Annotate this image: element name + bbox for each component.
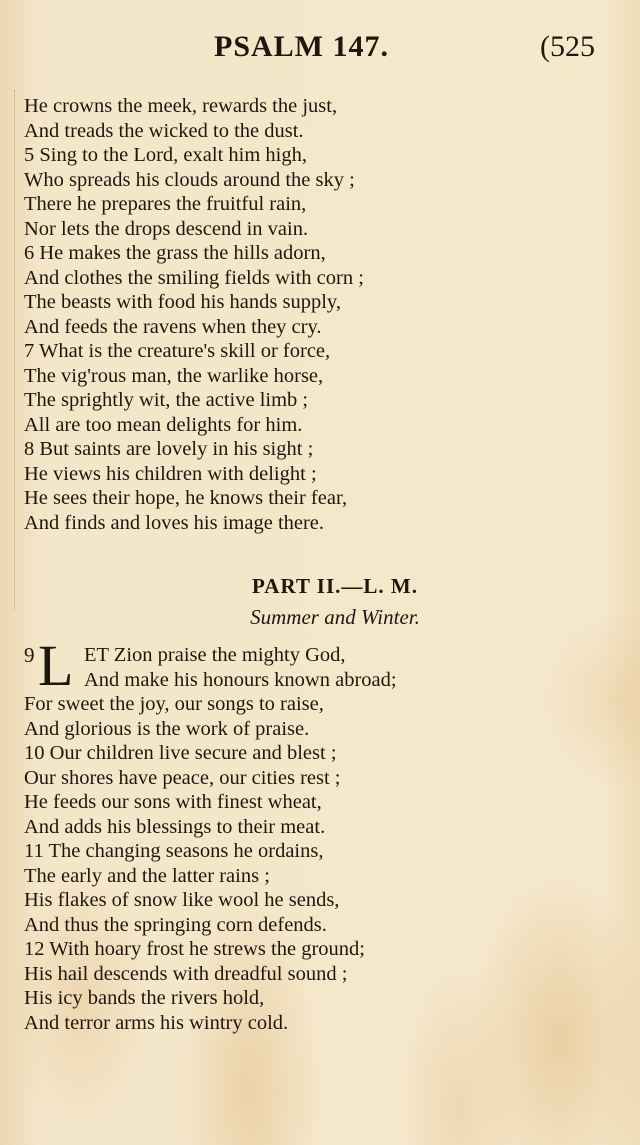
verse-line: 10 Our children live secure and blest ; <box>24 742 337 764</box>
page-number: (525 <box>540 30 595 63</box>
verse-line: He sees their hope, he knows their fear, <box>24 487 348 509</box>
verse-line: And terror arms his wintry cold. <box>24 1011 289 1034</box>
page-header <box>0 28 640 72</box>
verse-line: His flakes of snow like wool he sends, <box>24 889 340 911</box>
verse-line: And treads the wicked to the dust. <box>24 119 304 142</box>
verse-line: And adds his blessings to their meat. <box>24 815 326 838</box>
verse-line: And glorious is the work of praise. <box>24 717 310 740</box>
dropcap-stanza-opening <box>24 633 397 698</box>
verse-line: And clothes the smiling fields with corn ; <box>24 266 364 289</box>
verse-line: He views his children with delight ; <box>24 462 317 485</box>
verse-line: 8 But saints are lovely in his sight ; <box>24 438 314 460</box>
verse-line: 6 He makes the grass the hills adorn, <box>24 242 326 264</box>
binding-gutter <box>14 90 16 610</box>
verse-number: 9 <box>24 643 35 667</box>
hymn-part-2-text <box>24 633 397 1035</box>
verse-line: And make his honours known abroad; <box>84 668 397 691</box>
verse-line: 7 What is the creature's skill or force, <box>24 340 331 362</box>
verse-line: His hail descends with dreadful sound ; <box>24 962 348 985</box>
verse-line: And thus the springing corn defends. <box>24 913 327 936</box>
verse-line: And finds and loves his image there. <box>24 511 325 534</box>
drop-cap-letter: L <box>38 633 74 698</box>
part-subtitle: Summer and Winter. <box>250 605 420 629</box>
verse-line: The sprightly wit, the active limb ; <box>24 389 309 411</box>
verse-line: He crowns the meek, rewards the just, <box>24 95 338 117</box>
verse-line: The vig'rous man, the warlike horse, <box>24 364 324 387</box>
running-title: PSALM 147. <box>214 30 389 63</box>
verse-line: 11 The changing seasons he ordains, <box>24 840 324 862</box>
hymn-part-1-text <box>24 94 364 535</box>
verse-line: His icy bands the rivers hold, <box>24 987 265 1009</box>
verse-line: 5 Sing to the Lord, exalt him high, <box>24 144 307 166</box>
verse-line: 12 With hoary frost he strews the ground; <box>24 938 365 960</box>
verse-line: The beasts with food his hands supply, <box>24 291 341 313</box>
verse-line: There he prepares the fruitful rain, <box>24 193 307 215</box>
verse-line: He feeds our sons with finest wheat, <box>24 791 322 813</box>
verse-line: Who spreads his clouds around the sky ; <box>24 168 355 191</box>
verse-line: The early and the latter rains ; <box>24 864 270 887</box>
verse-line: Nor lets the drops descend in vain. <box>24 217 309 240</box>
verse-line: For sweet the joy, our songs to raise, <box>24 693 324 715</box>
verse-line: ET Zion praise the mighty God, <box>84 644 346 666</box>
verse-line: And feeds the ravens when they cry. <box>24 315 322 338</box>
verse-line: Our shores have peace, our cities rest ; <box>24 766 341 789</box>
verse-line: All are too mean delights for him. <box>24 413 303 436</box>
part-heading: PART II.—L. M. <box>252 574 418 598</box>
